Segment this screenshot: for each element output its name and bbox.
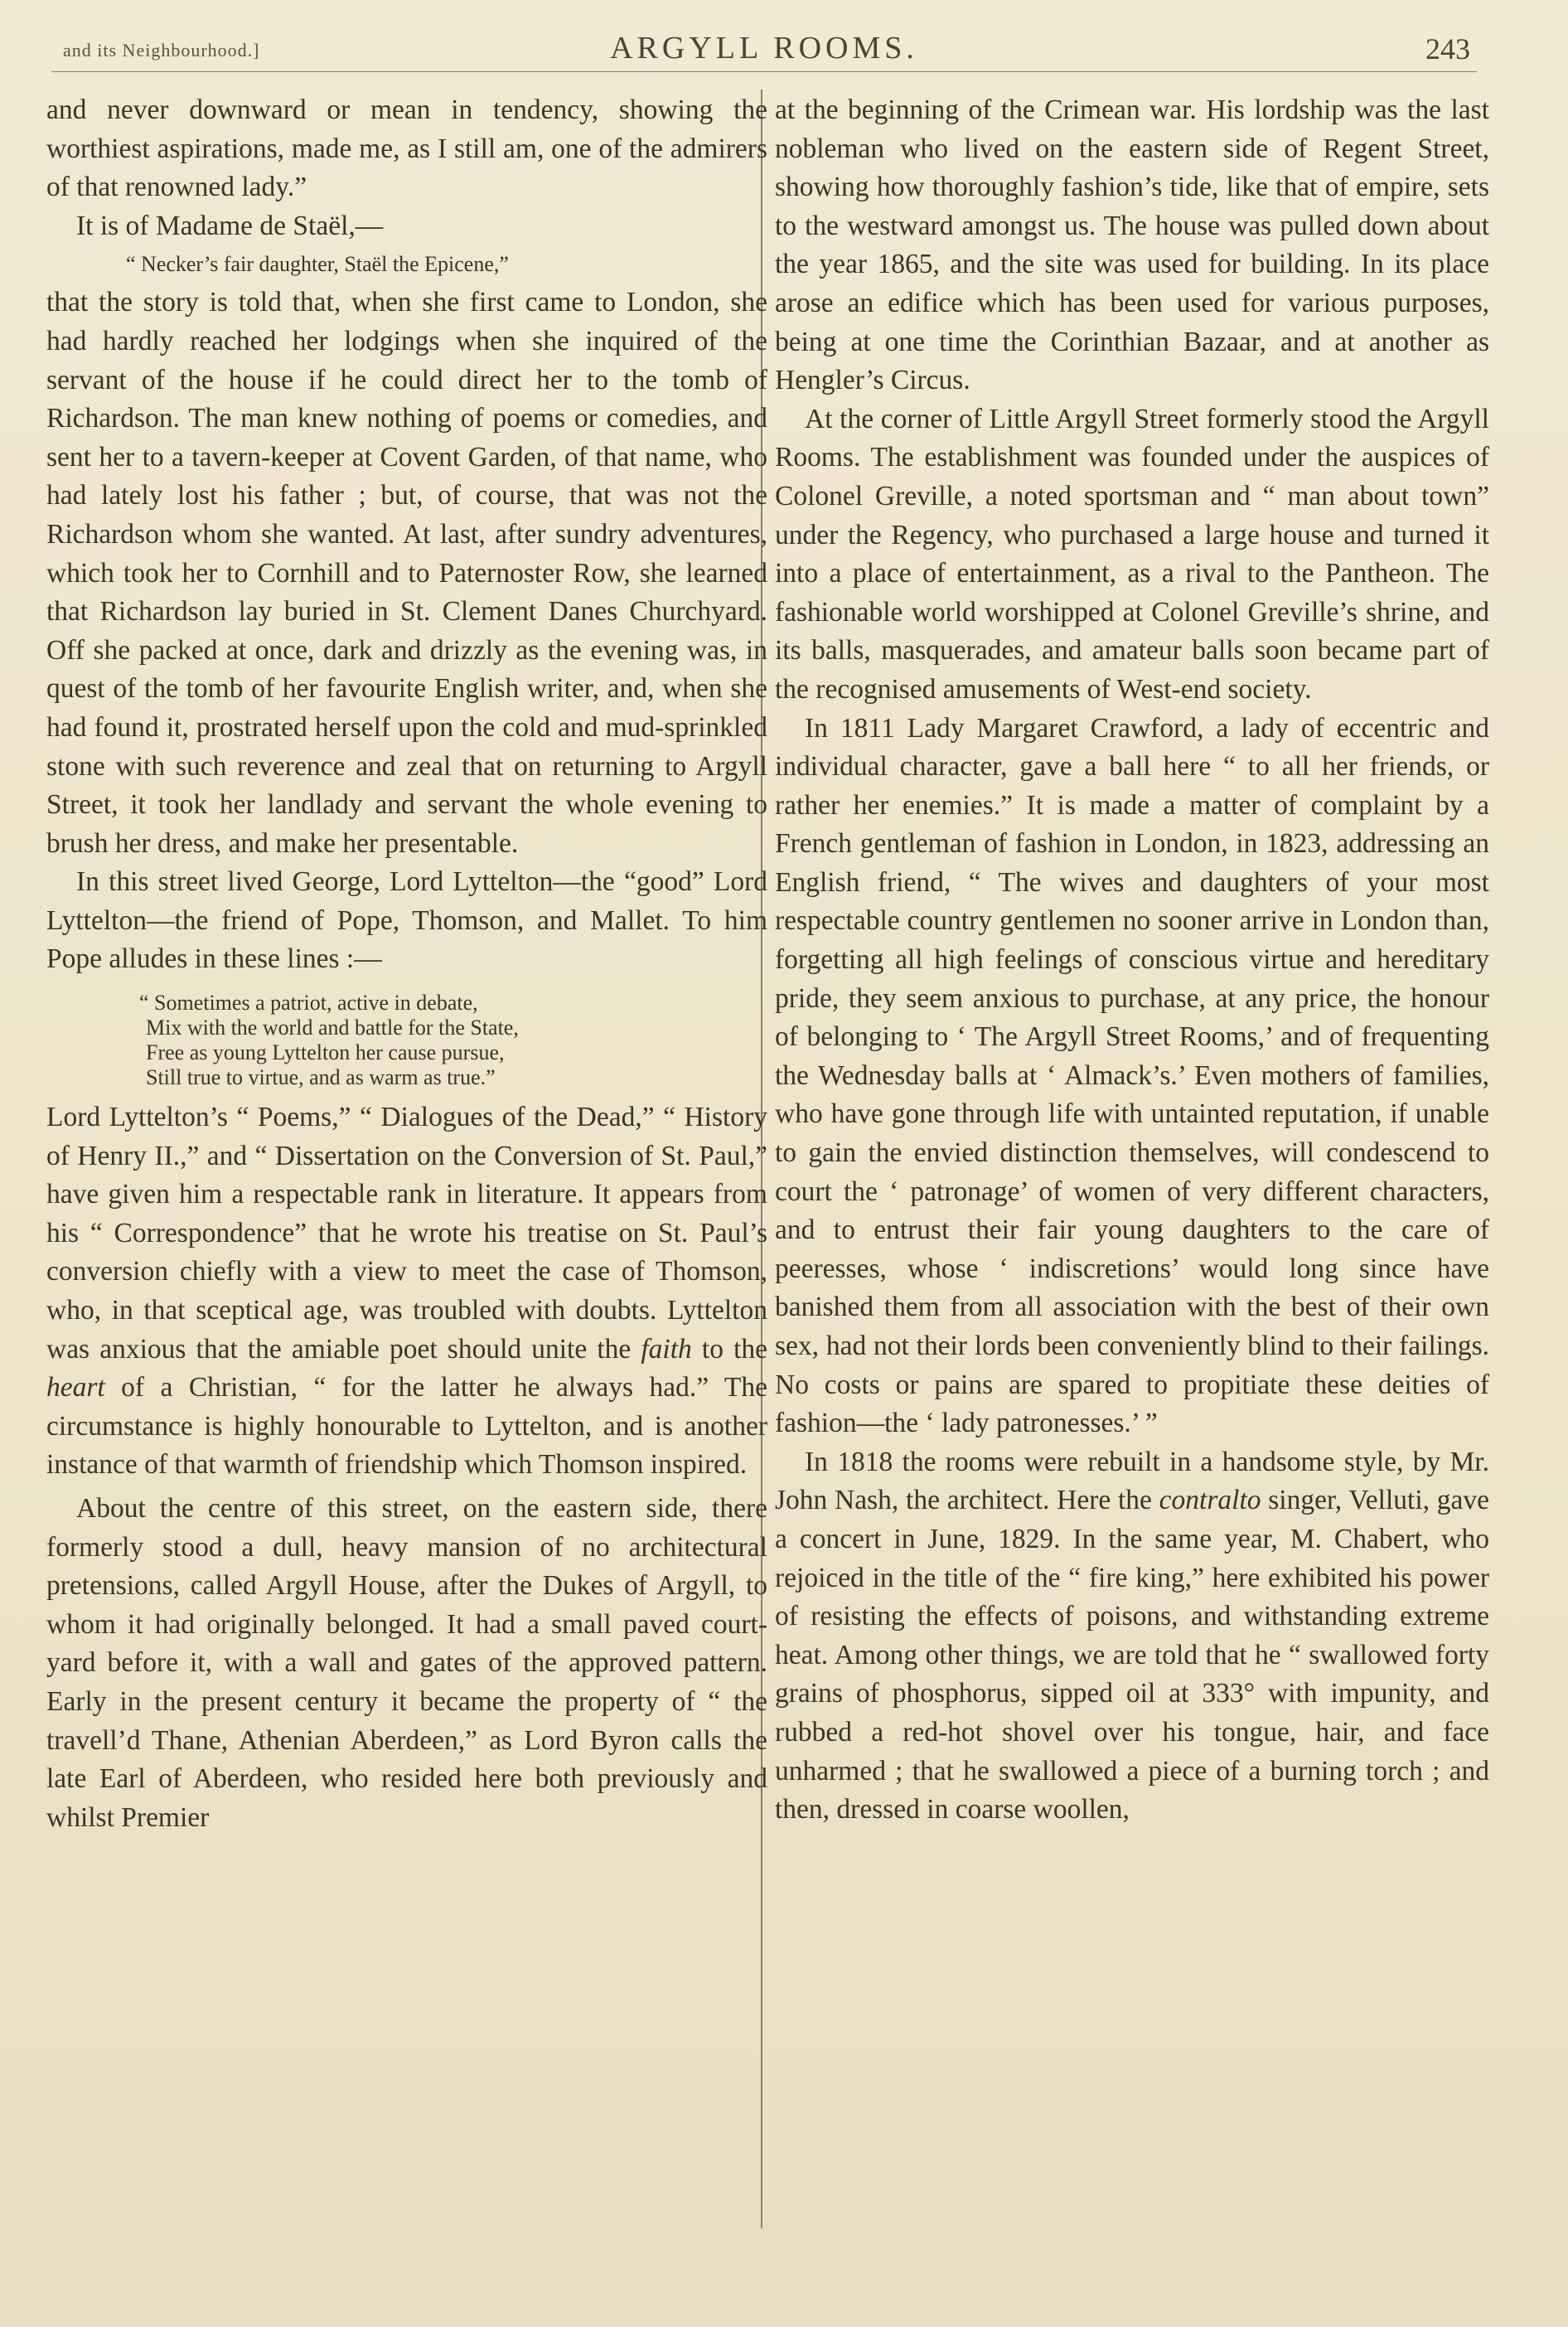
paragraph: In this street lived George, Lord Lyttelton—the “good” Lord Lyttelton—the friend of Pope, Thomson, and Mallet. To him Pope alludes in these lines :— [46,866,767,975]
running-head-title: ARGYLL ROOMS. [610,31,918,65]
paragraph: At the corner of Little Argyll Street formerly stood the Argyll Rooms. The establishment was founded under the auspices of Colonel Greville, a noted sportsman and “ man about town” under the Regency, who purchased a large house and turned it into a place of entertainment, as a rival to the Pantheon. The fashionable world worshipped at Colonel Greville’s shrine, and its balls, masquerades, and amateur balls soon became part of the recognised amusements of West-end society. [775,403,1489,705]
paragraph: About the centre of this street, on the eastern side, there formerly stood a dull, heavy mansion of no architectural pretensions, called Argyll House, after the Dukes of Argyll, to whom it had originally belonged. It had a small paved court-yard before it, with a wall and gates of the approved pattern. Early in the present century it became the property of “ the travell’d Thane, Athenian Aberdeen,” as Lord Byron calls the late Earl of Aberdeen, who resided here both previously and whilst Premier [46,1493,767,1833]
text-run: of a Christian, “ for the latter he always had.” The circumstance is highly honourable to Lyttelton, and is another instance of that warmth of friendship which Thomson inspired. [46,1372,768,1481]
text-run: Lord Lyttelton’s “ Poems,” “ Dialogues of the Dead,” “ History of Henry II.,” and “ Dissertation on the Conversion of St. Paul,” have given him a respectable rank in literature. It appears from his “ Correspondence” that he wrote his treatise on St. Paul’s conversion chiefly with a view to meet the case of Thomson, who, in that sceptical age, was troubled with doubts. Lyttelton was anxious that the amiable poet should unite the [46,1102,767,1365]
paragraph [775,1443,1489,1830]
paragraph: at the beginning of the Crimean war. His lordship was the last nobleman who lived on the eastern side of Regent Street, showing how thoroughly fashion’s tide, like that of empire, sets to the westward amongst us. The house was pulled down about the year 1865, and the site was used for building. In its place arose an edifice which has been used for various purposes, being at one time the Corinthian Bazaar, and at another as Hengler’s Circus. [775,95,1489,396]
verse-line: Mix with the world and battle for the State, [146,1016,519,1040]
left-column [46,91,767,1837]
paragraph: It is of Madame de Staël,— [76,210,384,241]
italic-word: faith [641,1333,692,1365]
paragraph: In 1811 Lady Margaret Crawford, a lady of eccentric and individual character, gave a ball here “ to all her friends, or rather her enemies.” It is made a matter of complaint by a French gentleman of fashion in London, in 1823, addressing an English friend, “ The wives and daughters of your most respectable country gentlemen no sooner arrive in London than, forgetting all high feelings of conscious virtue and hereditary pride, they seem anxious to purchase, at any price, the honour of belonging to ‘ The Argyll Street Rooms,’ and of frequenting the Wednesday balls at ‘ Almack’s.’ Even mothers of families, who have gone through life with untainted reputation, if unable to gain the envied distinction themselves, will condescend to court the ‘ patronage’ of women of very different characters, and to entrust their fair young daughters to the care of peeresses, whose ‘ indiscretions’ would long since have banished them from all association with the best of their own sex, had not their lords been conveniently blind to their failings. No costs or pains are spared to propitiate these deities of fashion—the ‘ lady patronesses.’ ” [775,712,1489,1439]
text-run: to the [701,1333,768,1365]
italic-word: contralto [1159,1485,1261,1516]
epigraph-quote: “ Necker’s fair daughter, Staël the Epicene,” [126,252,509,277]
text-run: In 1818 the rooms were rebuilt in a handsome style, by Mr. John Nash, the architect. Here the [775,1446,1489,1516]
italic-word: heart [46,1372,105,1403]
verse-line: “ Sometimes a patriot, active in debate, [139,991,478,1016]
paragraph [46,1098,767,1485]
paragraph: and never downward or mean in tendency, showing the worthiest aspirations, made me, as I still am, one of the admirers of that renowned lady.” [46,95,767,203]
running-head-left: and its Neighbourhood.] [63,40,260,61]
text-run: singer, Velluti, gave a concert in June, 1829. In the same year, M. Chabert, who rejoiced in the title of the “ fire king,” here exhibited his power of resisting the effects of poisons, and withstanding extreme heat. Among other things, we are told that he “ swallowed forty grains of phosphorus, sipped oil at 333° with impunity, and rubbed a red-hot shovel over his tongue, hair, and face unharmed ; that he swallowed a piece of a burning torch ; and then, dressed in coarse woollen, [775,1485,1490,1825]
paragraph: that the story is told that, when she first came to London, she had hardly reached her lodgings when she inquired of the servant of the house if he could direct her to the tomb of Richardson. The man knew nothing of poems or comedies, and sent her to a tavern-keeper at Covent Garden, of that name, who had lately lost his father ; but, of course, that was not the Richardson whom she wanted. At last, after sundry adventures, which took her to Cornhill and to Paternoster Row, she learned that Richardson lay buried in St. Clement Danes Churchyard. Off she packed at once, dark and drizzly as the evening was, in quest of the tomb of her favourite English writer, and, when she had found it, prostrated herself upon the cold and mud-sprinkled stone with such reverence and zeal that on returning to Argyll Street, it took her landlady and servant the whole evening to brush her dress, and make her presentable. [46,287,767,859]
right-column [775,91,1489,1830]
verse-quote [46,991,767,1090]
page-number: 243 [1425,32,1470,65]
page-header [51,30,1477,72]
verse-line: Still true to virtue, and as warm as true.” [146,1065,496,1090]
verse-line: Free as young Lyttelton her cause pursue, [146,1040,505,1065]
